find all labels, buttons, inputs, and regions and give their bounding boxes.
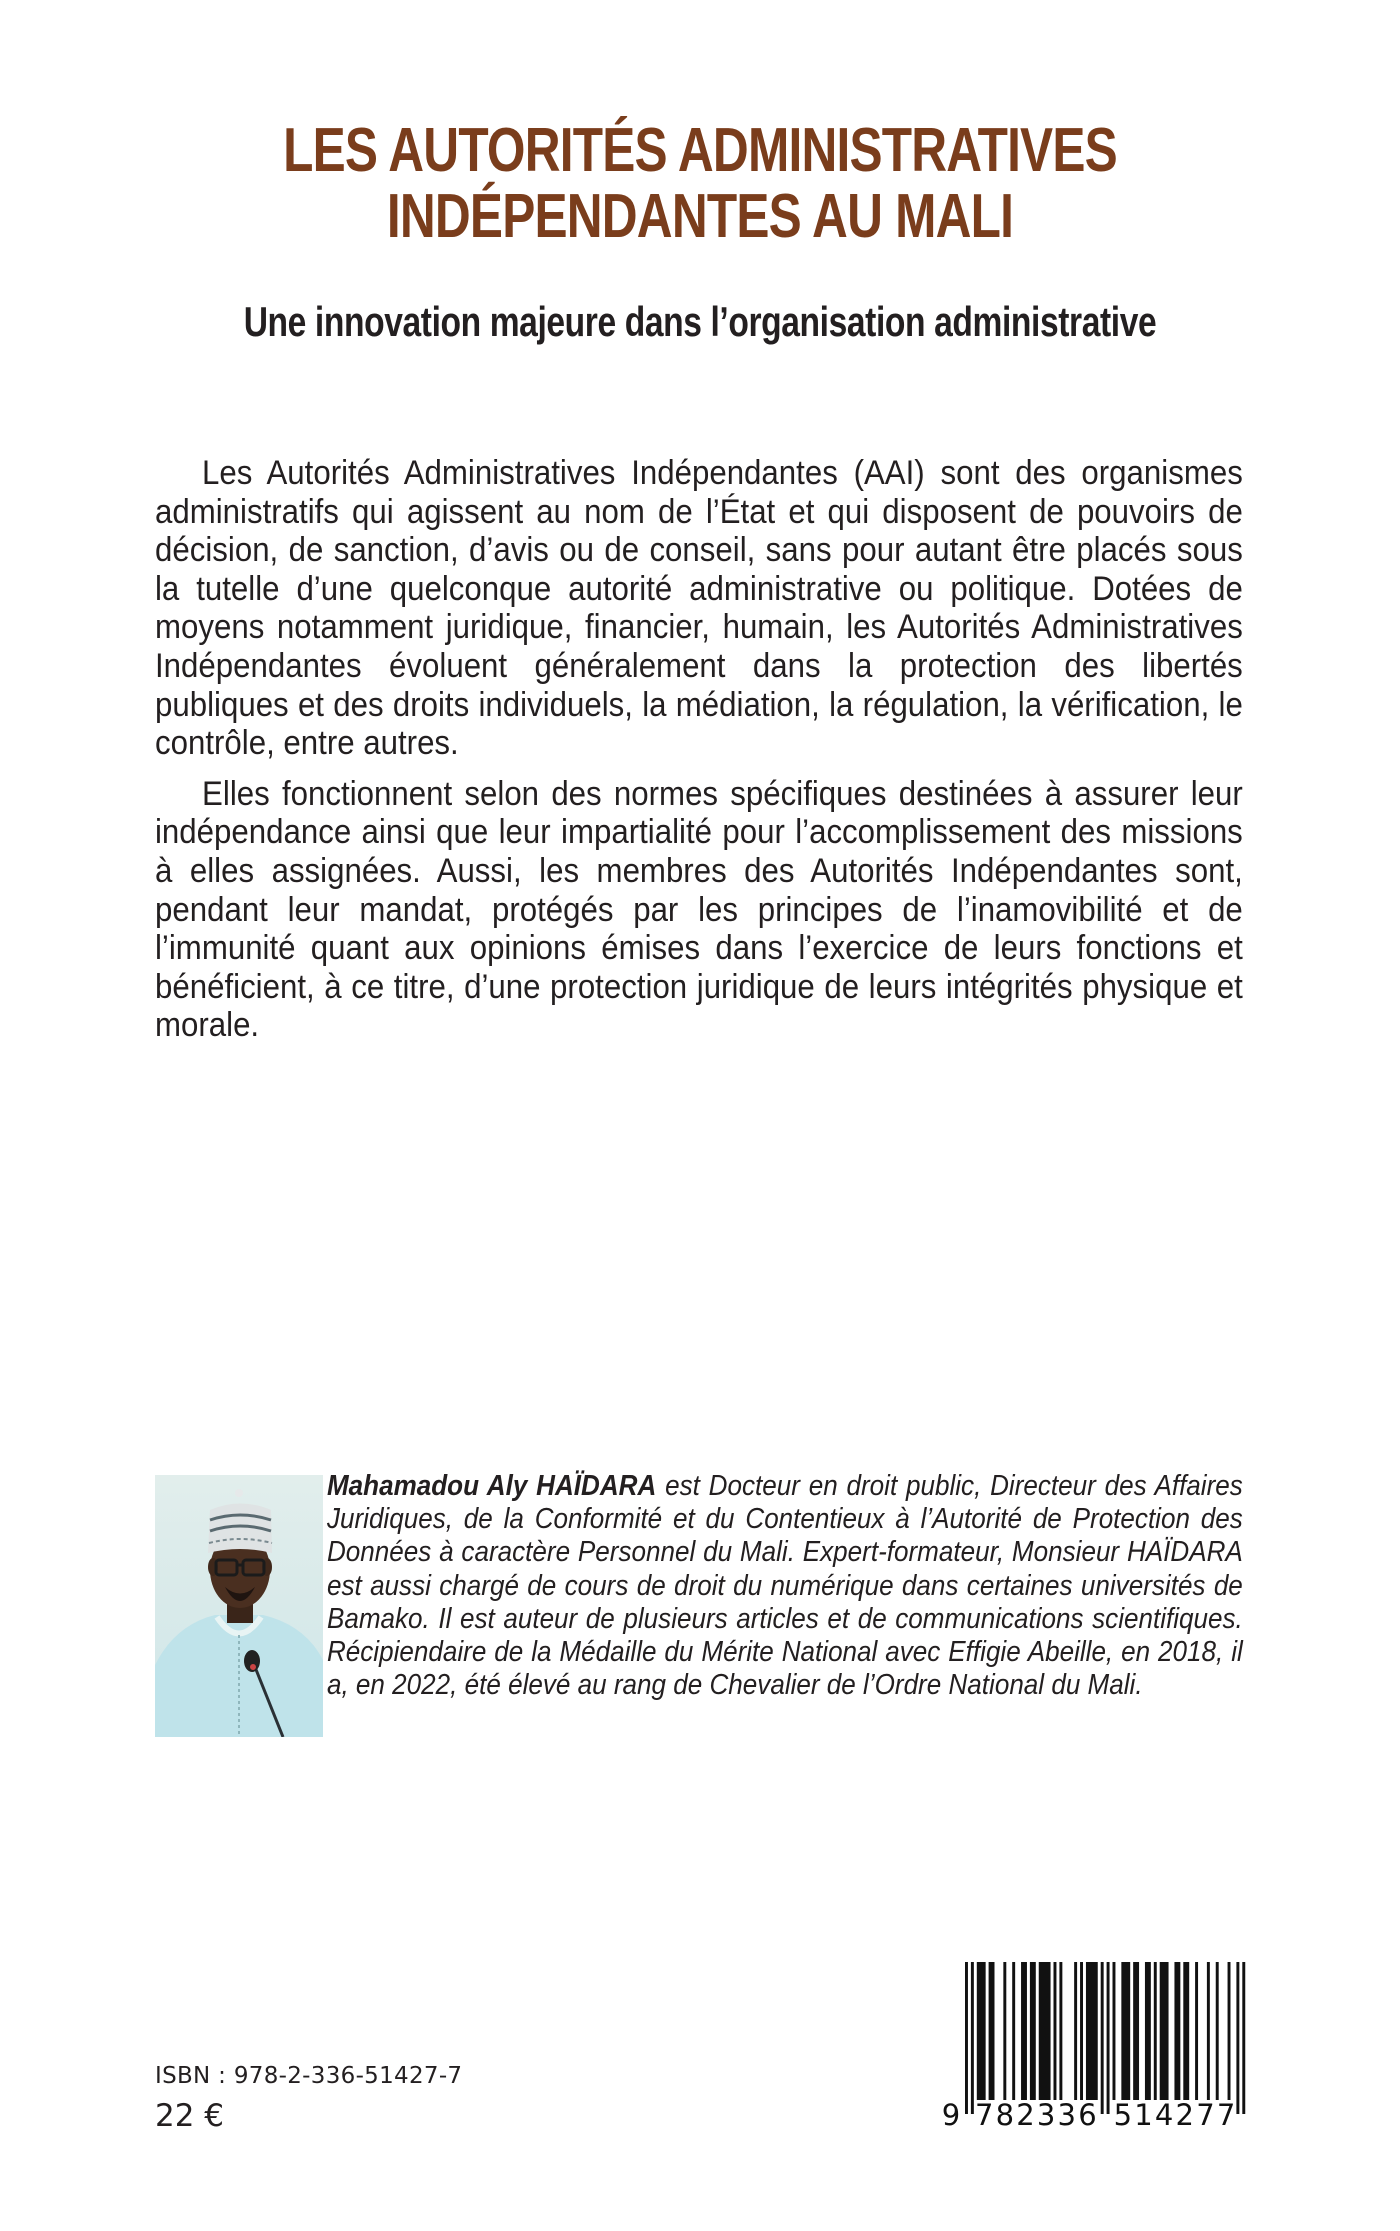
svg-text:7: 7 xyxy=(1196,2098,1215,2132)
svg-text:3: 3 xyxy=(1036,2098,1056,2132)
svg-text:1: 1 xyxy=(1134,2098,1153,2132)
author-bio xyxy=(155,1470,1243,1736)
svg-text:7: 7 xyxy=(1216,2098,1236,2132)
book-subtitle: Une innovation majeure dans l’organisation administrative xyxy=(243,298,1157,345)
blurb xyxy=(155,454,1243,1057)
title-line-2: INDÉPENDANTES AU MALI xyxy=(386,182,1014,251)
svg-text:5: 5 xyxy=(1113,2098,1133,2132)
svg-text:6: 6 xyxy=(1078,2098,1097,2132)
svg-text:4: 4 xyxy=(1154,2098,1174,2132)
blurb-paragraph-2: Elles fonctionnent selon des normes spécifiques destinées à assurer leur indépendance ainsi que leur impartialité pour l’accomplissement des missions à elles assignées. Aussi, les membres des Autorités Indépendantes sont, pendant leur mandat, protégés par les principes de l’inamovibilité et de l’immunité quant aux opinions émises dans l’exercice de leurs fonctions et bénéficient, à ce titre, d’une protection juridique de leurs intégrités physique et morale. xyxy=(155,774,1243,1045)
ean13-barcode xyxy=(935,1955,1255,2135)
svg-text:7: 7 xyxy=(974,2098,994,2132)
svg-text:8: 8 xyxy=(995,2098,1015,2132)
isbn-label: ISBN : 978-2-336-51427-7 xyxy=(155,2063,463,2089)
svg-text:2: 2 xyxy=(1175,2098,1195,2132)
photo-wrap-spacer xyxy=(155,1470,327,1736)
price: 22 € xyxy=(155,2098,225,2134)
author-bio-paragraph xyxy=(155,1470,1243,1702)
author-bio-text: est Docteur en droit public, Directeur des Affaires Juridiques, de la Conformité et du Contentieux à l’Autorité de Protection des Données à caractère Personnel du Mali. Expert-formateur, Monsieur HAÏDARA est aussi chargé de cours de droit du numérique dans certaines universités de Bamako. Il est auteur de plusieurs articles et de communications scientifiques. Récipiendaire de la Médaille du Mérite National avec Effigie Abeille, en 2018, il a, en 2022, été élevé au rang de Chevalier de l’Ordre National du Mali. xyxy=(326,1470,1243,1702)
title-line-1: LES AUTORITÉS ADMINISTRATIVES xyxy=(283,116,1117,185)
blurb-paragraph-1: Les Autorités Administratives Indépendantes (AAI) sont des organismes administratifs qui agissent au nom de l’État et qui disposent de pouvoirs de décision, de sanction, d’avis ou de conseil, sans pour autant être placés sous la tutelle d’une quelconque autorité administrative ou politique. Dotées de moyens notamment juridique, financier, humain, les Autorités Administratives Indépendantes évoluent généralement dans la protection des libertés publiques et des droits individuels, la médiation, la régulation, la vérification, le contrôle, entre autres. xyxy=(155,454,1243,763)
svg-text:9: 9 xyxy=(941,2098,961,2132)
barcode-icon xyxy=(935,1955,1255,2135)
author-name: Mahamadou Aly HAÏDARA xyxy=(326,1470,657,1502)
svg-text:2: 2 xyxy=(1016,2098,1035,2132)
svg-text:3: 3 xyxy=(1057,2098,1077,2132)
